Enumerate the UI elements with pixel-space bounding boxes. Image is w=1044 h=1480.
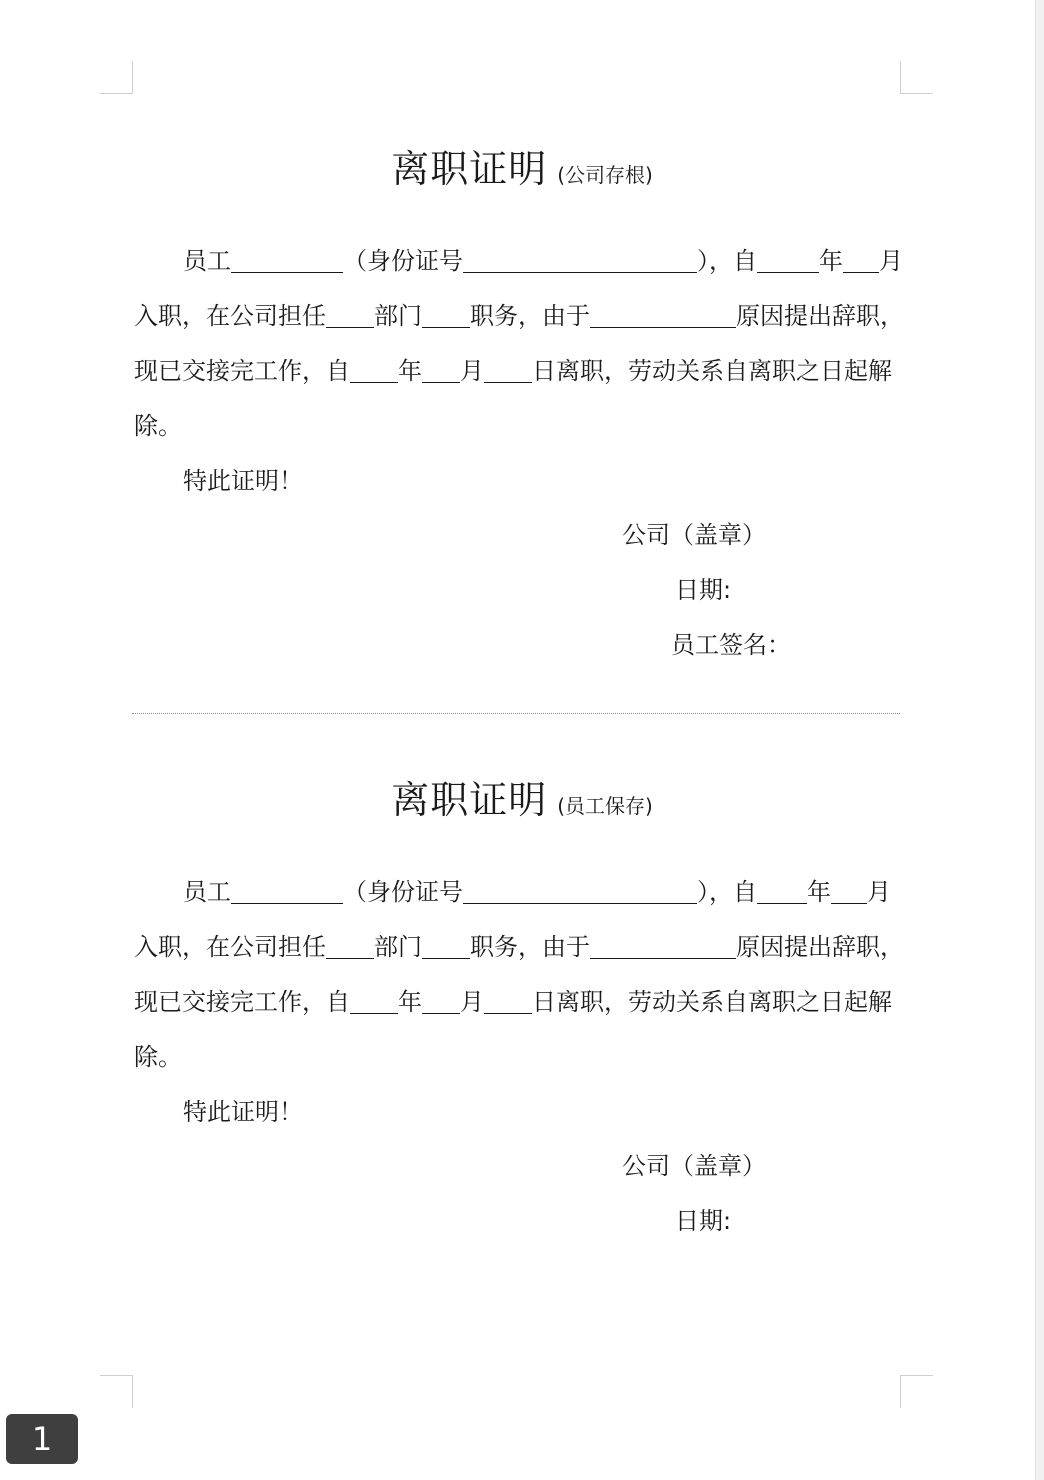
employee-label: 员工: [183, 878, 231, 906]
leave-year-label: 年: [398, 357, 422, 385]
title-text: 离职证明: [391, 147, 548, 191]
join-month-blank: [831, 879, 867, 904]
from-label: ），自: [697, 247, 757, 275]
body-line-3: [134, 355, 892, 387]
certify-statement: 特此证明！: [183, 1098, 303, 1126]
cut-line-divider: [132, 713, 900, 714]
leave-year-blank: [350, 989, 398, 1014]
company-seal-label: 公司（盖章）: [622, 1152, 766, 1180]
crop-mark-top-right: [900, 61, 933, 94]
company-seal-label: 公司（盖章）: [622, 521, 766, 549]
month-label: 月: [879, 247, 903, 275]
date-label: 日期:: [675, 1207, 732, 1235]
department-label: 部门: [374, 302, 422, 330]
crop-mark-bottom-left: [100, 1375, 133, 1408]
crop-mark-top-left: [100, 61, 133, 94]
body-line-3: [134, 986, 892, 1018]
leave-year-blank: [350, 358, 398, 383]
join-year-blank: [757, 879, 807, 904]
join-year-blank: [757, 248, 819, 273]
leave-month-label: 月: [460, 988, 484, 1016]
id-number-label: （身份证号: [343, 247, 463, 275]
termination-text: 日离职，劳动关系自离职之日起解: [532, 988, 892, 1016]
position-intro: 入职，在公司担任: [134, 302, 326, 330]
leave-month-blank: [422, 358, 460, 383]
certificate-title: [0, 138, 1044, 193]
page-number-indicator[interactable]: 1: [6, 1414, 78, 1464]
employee-label: 员工: [183, 247, 231, 275]
leave-day-blank: [484, 358, 532, 383]
id-number-label: （身份证号: [343, 878, 463, 906]
certificate-title: [0, 769, 1044, 824]
body-line-4: 除。: [134, 1043, 182, 1071]
handover-text: 现已交接完工作，自: [134, 357, 350, 385]
month-label: 月: [867, 878, 891, 906]
body-line-2: [134, 931, 904, 963]
from-label: ），自: [697, 878, 757, 906]
page-edge: [1035, 0, 1044, 1480]
resign-reason-label: 原因提出辞职，: [736, 933, 904, 961]
id-number-blank: [463, 879, 697, 904]
body-line-1: [183, 876, 891, 908]
handover-text: 现已交接完工作，自: [134, 988, 350, 1016]
title-subtitle: (公司存根): [557, 163, 653, 187]
position-intro: 入职，在公司担任: [134, 933, 326, 961]
termination-text: 日离职，劳动关系自离职之日起解: [532, 357, 892, 385]
year-label: 年: [807, 878, 831, 906]
leave-year-label: 年: [398, 988, 422, 1016]
year-label: 年: [819, 247, 843, 275]
employee-name-blank: [231, 248, 343, 273]
leave-month-blank: [422, 989, 460, 1014]
body-line-1: [183, 245, 903, 277]
join-month-blank: [843, 248, 879, 273]
body-line-4: 除。: [134, 412, 182, 440]
certify-statement: 特此证明！: [183, 467, 303, 495]
employee-name-blank: [231, 879, 343, 904]
leave-month-label: 月: [460, 357, 484, 385]
title-subtitle: (员工保存): [557, 794, 653, 818]
reason-blank: [590, 934, 736, 959]
leave-day-blank: [484, 989, 532, 1014]
department-blank: [326, 303, 374, 328]
crop-mark-bottom-right: [900, 1375, 933, 1408]
job-title-blank: [422, 303, 470, 328]
id-number-blank: [463, 248, 697, 273]
resign-reason-label: 原因提出辞职，: [736, 302, 904, 330]
employee-signature-label: 员工签名：: [671, 631, 791, 659]
reason-blank: [590, 303, 736, 328]
job-title-blank: [422, 934, 470, 959]
duty-label: 职务，由于: [470, 302, 590, 330]
date-label: 日期:: [675, 576, 732, 604]
title-text: 离职证明: [391, 778, 548, 822]
department-label: 部门: [374, 933, 422, 961]
department-blank: [326, 934, 374, 959]
body-line-2: [134, 300, 904, 332]
duty-label: 职务，由于: [470, 933, 590, 961]
